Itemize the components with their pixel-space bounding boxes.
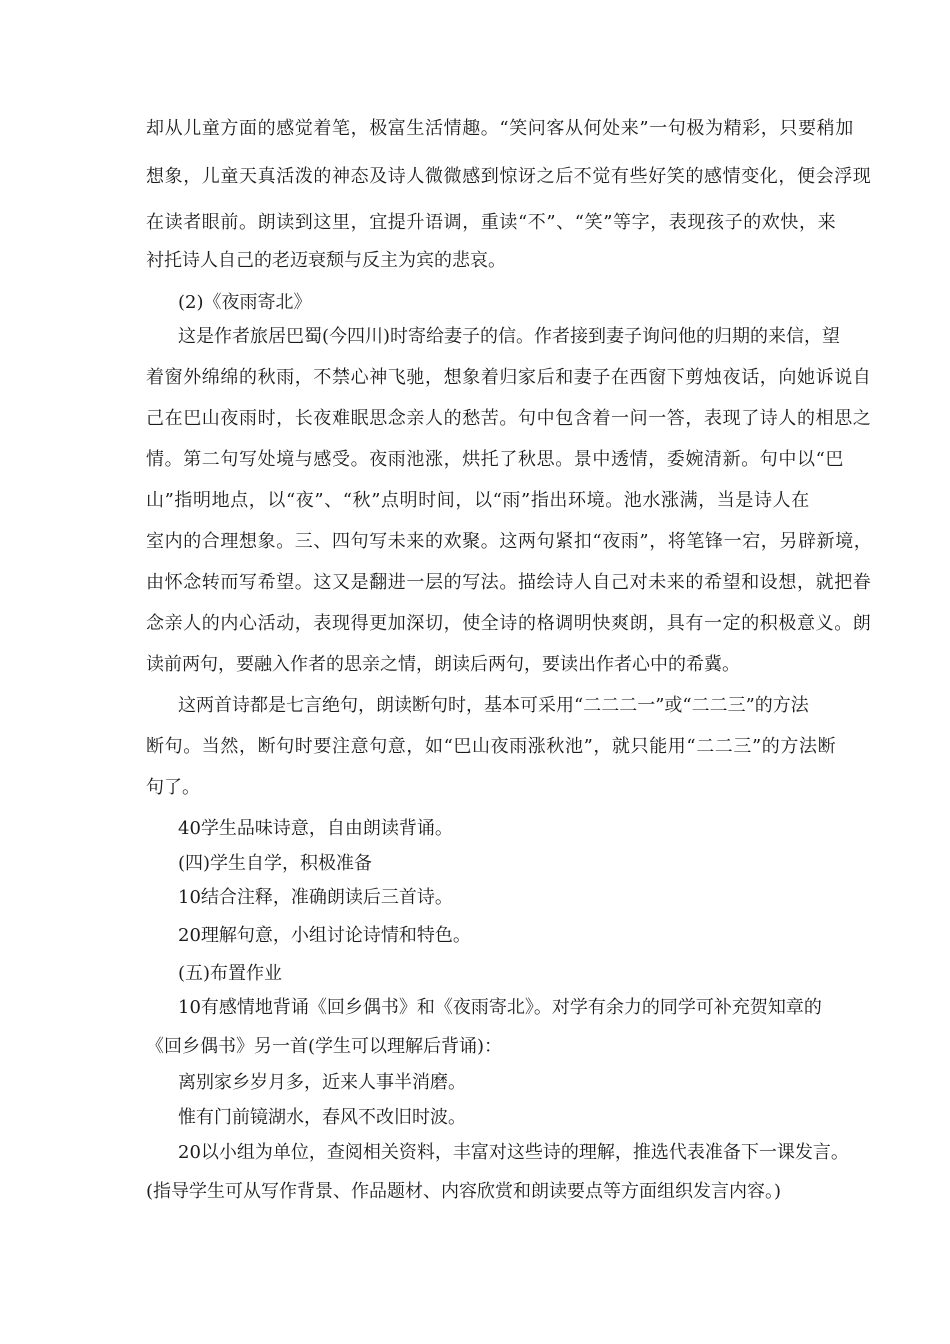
paragraph-line: 衬托诗人自己的老迈衰颓与反主为宾的悲哀。 <box>146 250 506 271</box>
section-heading: (五)布置作业 <box>178 963 283 984</box>
paragraph-line: 由怀念转而写希望。这又是翻进一层的写法。描绘诗人自己对未来的希望和设想，就把眷 <box>146 572 872 593</box>
list-item: 40学生品味诗意，自由朗读背诵。 <box>178 818 453 839</box>
paragraph-line: 这是作者旅居巴蜀(今四川)时寄给妻子的信。作者接到妻子询问他的归期的来信，望 <box>178 326 841 347</box>
list-item: 10有感情地背诵《回乡偶书》和《夜雨寄北》。对学有余力的同学可补充贺知章的 <box>178 997 822 1018</box>
poem-line: 惟有门前镜湖水，春风不改旧时波。 <box>178 1107 466 1128</box>
list-item: 20理解句意，小组讨论诗情和特色。 <box>178 925 471 946</box>
paragraph-line: 读前两句，要融入作者的思亲之情，朗读后两句，要读出作者心中的希冀。 <box>146 654 740 675</box>
poem-line: 离别家乡岁月多，近来人事半消磨。 <box>178 1072 466 1093</box>
paragraph-line: 句了。 <box>146 777 200 798</box>
paragraph-line: 却从儿童方面的感觉着笔，极富生活情趣。“笑问客从何处来”一句极为精彩，只要稍加 <box>146 118 854 139</box>
paragraph-line: 情。第二句写处境与感受。夜雨池涨，烘托了秋思。景中透情，委婉清新。句中以“巴 <box>146 449 844 470</box>
list-item: 10结合注释，准确朗读后三首诗。 <box>178 887 453 908</box>
paragraph-line: 己在巴山夜雨时，长夜难眠思念亲人的愁苦。句中包含着一问一答，表现了诗人的相思之 <box>146 408 872 429</box>
section-heading: (四)学生自学，积极准备 <box>178 853 373 874</box>
paragraph-line: 断句。当然，断句时要注意句意，如“巴山夜雨涨秋池”，就只能用“二二三”的方法断 <box>146 736 837 757</box>
paragraph-line: 山”指明地点，以“夜”、“秋”点明时间，以“雨”指出环境。池水涨满，当是诗人在 <box>146 490 810 511</box>
paragraph-line: 《回乡偶书》另一首(学生可以理解后背诵)： <box>146 1036 503 1057</box>
paragraph-line: (指导学生可从写作背景、作品题材、内容欣赏和朗读要点等方面组织发言内容。) <box>146 1181 782 1202</box>
paragraph-line: 着窗外绵绵的秋雨，不禁心神飞驰，想象着归家后和妻子在西窗下剪烛夜话，向她诉说自 <box>146 367 872 388</box>
paragraph-line: 这两首诗都是七言绝句，朗读断句时，基本可采用“二二二一”或“二二三”的方法 <box>178 695 809 716</box>
paragraph-line: 念亲人的内心活动，表现得更加深切，使全诗的格调明快爽朗，具有一定的积极意义。朗 <box>146 613 872 634</box>
paragraph-line: 室内的合理想象。三、四句写未来的欢聚。这两句紧扣“夜雨”，将笔锋一宕，另辟新境， <box>146 531 873 552</box>
list-item: 20以小组为单位，查阅相关资料，丰富对这些诗的理解，推选代表准备下一课发言。 <box>178 1142 849 1163</box>
section-heading: (2)《夜雨寄北》 <box>178 292 312 313</box>
paragraph-line: 想象，儿童天真活泼的神态及诗人微微感到惊讶之后不觉有些好笑的感情变化，便会浮现 <box>146 166 872 187</box>
paragraph-line: 在读者眼前。朗读到这里，宜提升语调，重读“不”、“笑”等字，表现孩子的欢快，来 <box>146 212 837 233</box>
